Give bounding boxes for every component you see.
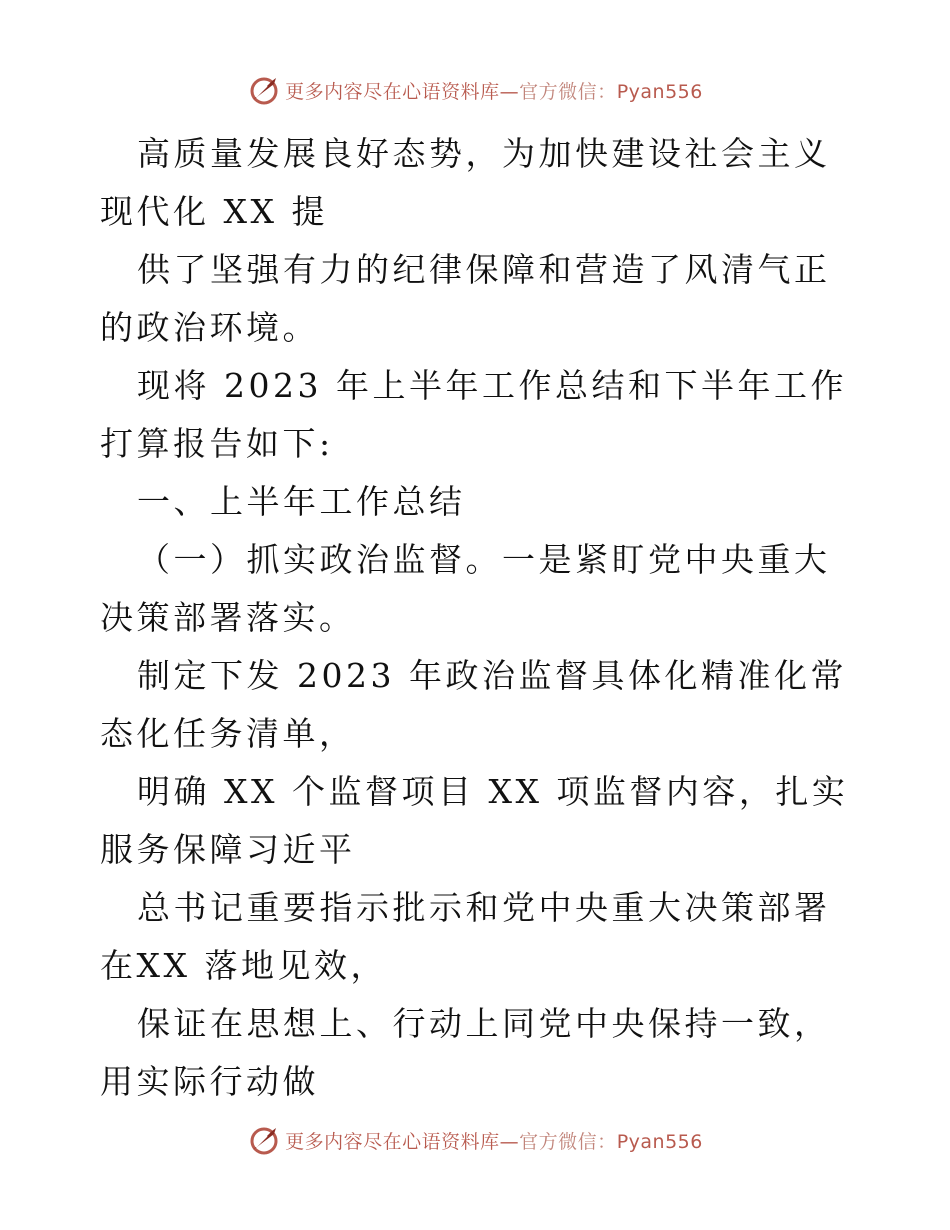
quill-pen-logo-icon <box>247 1123 281 1157</box>
paragraph-text: 一、上半年工作总结 <box>137 482 466 521</box>
paragraph-text: 供了坚强有力的纪律保障和营造了风清气正的政 <box>100 250 831 347</box>
paragraph <box>100 879 860 995</box>
paragraph-continuation: XX 落地见效， <box>136 946 387 985</box>
quill-pen-logo-icon <box>247 73 281 107</box>
watermark-official-label: 官方微信： <box>519 80 617 103</box>
paragraph <box>100 241 860 357</box>
paragraph-text: 保证在思想上、行动上同党中央保持一致，用实 <box>100 1004 831 1101</box>
watermark-official-label: 官方微信： <box>519 1130 617 1153</box>
paragraph-continuation: 部署落实。 <box>173 598 356 637</box>
paragraph-continuation: 际行动做 <box>173 1062 319 1101</box>
paragraph-text: 明确 XX 个监督项目 XX 项监督内容，扎实服务 <box>100 772 849 869</box>
paragraph-continuation: 任务清单， <box>173 714 356 753</box>
paragraph <box>100 763 860 879</box>
watermark-dash: — <box>499 80 520 103</box>
paragraph <box>100 125 860 241</box>
watermark-wechat-id: Pyan556 <box>616 1130 703 1153</box>
paragraph-continuation: 化 XX 提 <box>173 192 328 231</box>
watermark-main-text: 更多内容尽在心语资料库 <box>285 1130 500 1153</box>
paragraph-continuation: 保障习近平 <box>173 830 356 869</box>
paragraph-text: 现将 2023 年上半年工作总结和下半年工作打算 <box>100 366 847 463</box>
watermark-dash: — <box>499 1130 520 1153</box>
header-watermark <box>0 70 950 110</box>
document-body <box>100 125 860 1111</box>
paragraph <box>100 531 860 647</box>
paragraph <box>100 995 860 1111</box>
paragraph <box>100 357 860 473</box>
paragraph-text: 制定下发 2023 年政治监督具体化精准化常态化 <box>100 656 847 753</box>
paragraph-continuation: 报告如下: <box>173 424 334 463</box>
section-heading <box>100 473 860 531</box>
watermark-main-text: 更多内容尽在心语资料库 <box>285 80 500 103</box>
footer-watermark <box>0 1120 950 1160</box>
paragraph-text: （一）抓实政治监督。一是紧盯党中央重大决策 <box>100 540 831 637</box>
paragraph-text: 高质量发展良好态势，为加快建设社会主义现代 <box>100 134 831 231</box>
paragraph-continuation: 治环境。 <box>173 308 319 347</box>
paragraph <box>100 647 860 763</box>
watermark-wechat-id: Pyan556 <box>616 80 703 103</box>
paragraph-text: 总书记重要指示批示和党中央重大决策部署在 <box>100 888 831 985</box>
